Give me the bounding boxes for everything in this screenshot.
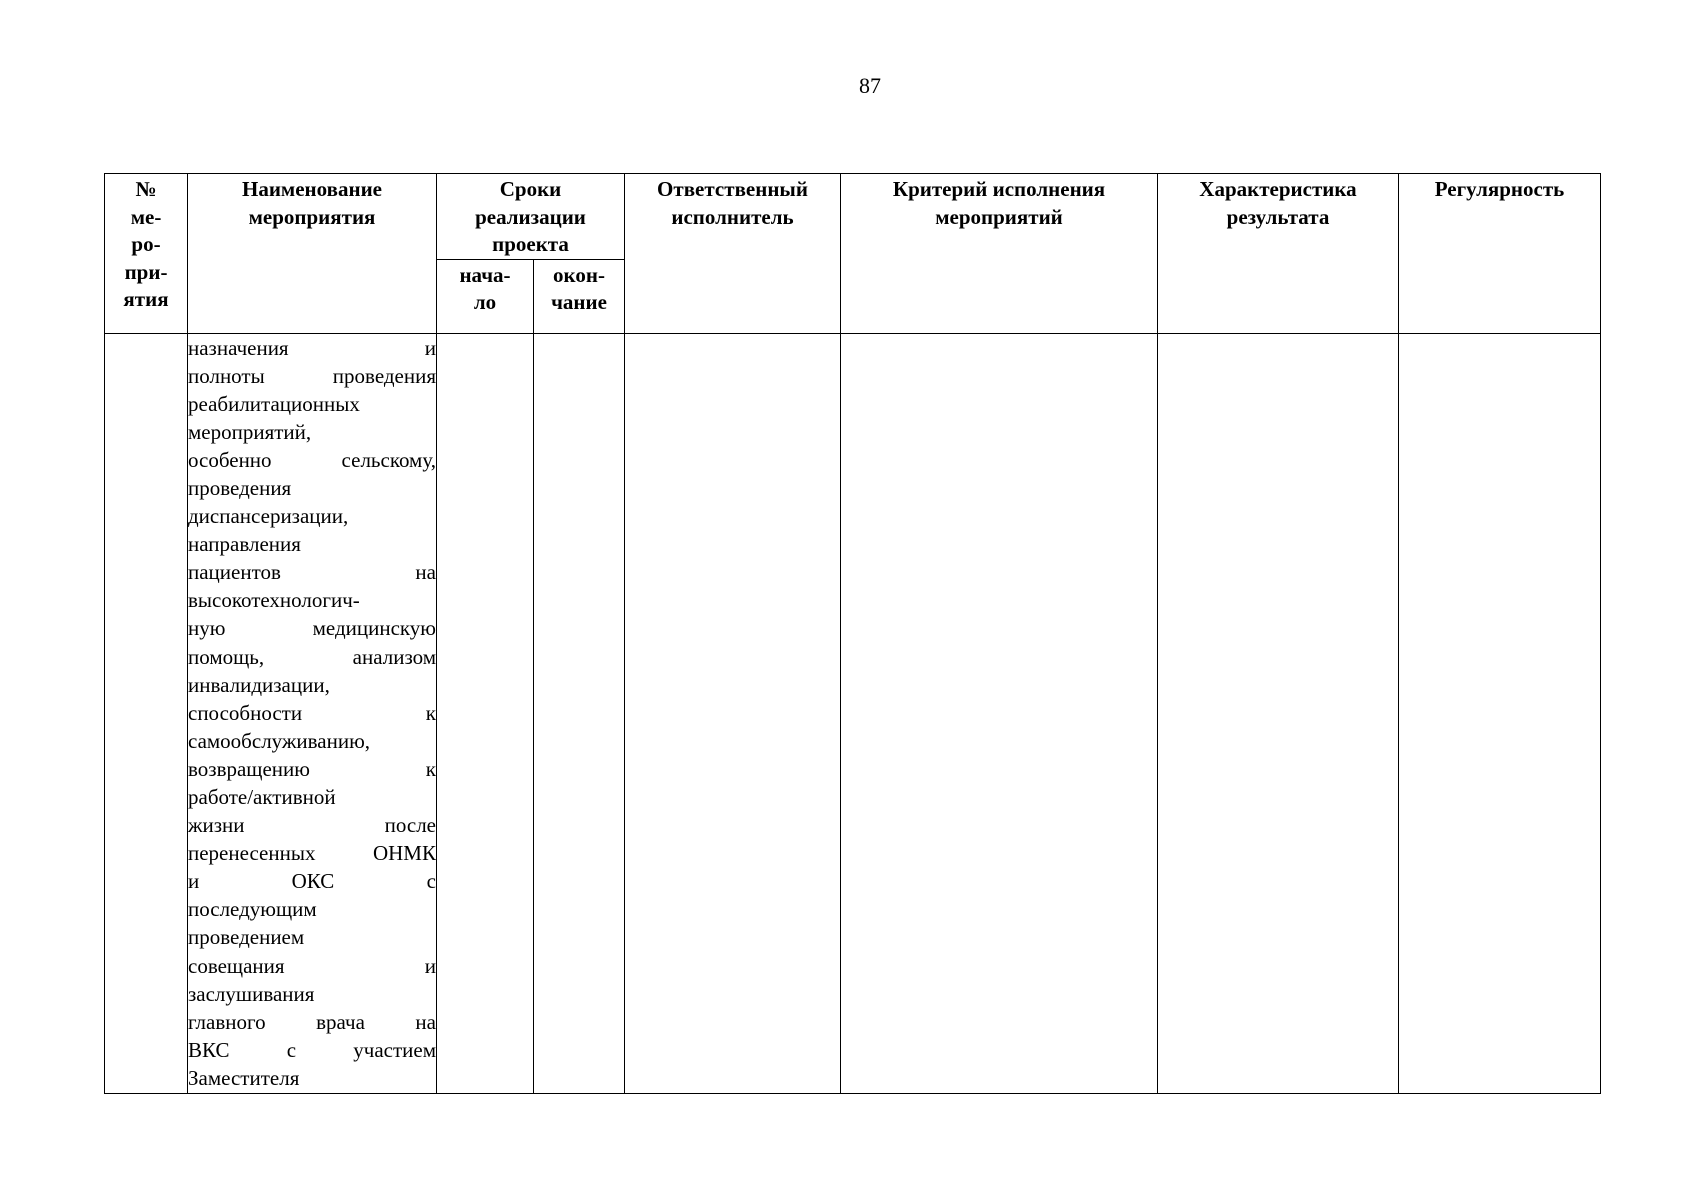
header-end (534, 259, 625, 333)
cell-end (534, 333, 625, 1093)
page-number: 87 (859, 73, 881, 98)
header-line: Наименование (242, 177, 382, 201)
header-line: ло (473, 290, 497, 314)
header-line: ро- (131, 232, 161, 256)
header-line: Регулярность (1434, 177, 1565, 201)
header-number (105, 174, 188, 334)
name-text-line: работе/активной (188, 785, 336, 809)
name-text-line: помощь, анализом (188, 644, 436, 669)
cell-responsible (625, 333, 841, 1093)
header-row (105, 174, 1601, 260)
cell-result (1158, 333, 1399, 1093)
name-text-line: заслушивания (188, 981, 315, 1006)
name-text-line: мероприятий, (188, 419, 312, 444)
header-start (437, 259, 534, 333)
name-text-line: высокотехнологич- (188, 588, 360, 613)
header-line: мероприятий (935, 204, 1063, 229)
header-line: нача- (459, 262, 511, 287)
name-text-line: последующим (188, 897, 317, 922)
cell-start (437, 333, 534, 1093)
header-line: реализации (475, 204, 586, 229)
name-text-line: жизни после (188, 813, 436, 838)
name-text-line: назначения и (188, 335, 436, 360)
name-text-line: главного врача на (188, 1009, 436, 1034)
cell-criterion (841, 333, 1158, 1093)
header-criterion (841, 174, 1158, 334)
header-line: ятия (123, 287, 169, 311)
name-text-line: диспансеризации, (188, 504, 349, 529)
header-line: при- (124, 259, 168, 284)
header-responsible (625, 174, 841, 334)
plan-table (104, 173, 1601, 1094)
header-line: окон- (553, 262, 605, 287)
cell-number (105, 333, 188, 1093)
header-result (1158, 174, 1399, 334)
header-line: № (135, 177, 157, 201)
header-line: Критерий исполнения (892, 177, 1106, 201)
name-text-line: самообслуживанию, (188, 728, 371, 753)
header-line: результата (1226, 204, 1330, 229)
cell-name (188, 333, 437, 1093)
header-line: исполнитель (671, 204, 794, 229)
name-text-line: и ОКС с (188, 869, 436, 894)
header-line: Ответственный (657, 177, 808, 201)
header-line: проекта (492, 232, 569, 256)
name-text-line: возвращению к (188, 756, 436, 781)
name-text-line: ВКС с участием (188, 1037, 436, 1062)
header-line: Характеристика (1199, 177, 1357, 201)
name-text-line: направления (188, 532, 301, 557)
header-line: Сроки (499, 177, 562, 201)
table-row (105, 333, 1601, 1093)
name-text-line: пациентов на (188, 560, 436, 585)
header-regularity (1399, 174, 1601, 334)
name-text-line: перенесенных ОНМК (188, 841, 436, 866)
header-terms (437, 174, 625, 260)
name-text-line: проведением (188, 925, 305, 950)
name-text-line: совещания и (188, 953, 436, 978)
name-text-line: способности к (188, 700, 436, 725)
name-text-line: ную медицинскую (188, 616, 436, 641)
header-line: ме- (130, 204, 162, 229)
name-text-line: реабилитационных (188, 391, 360, 416)
header-line: чание (551, 290, 607, 314)
name-text-line: инвалидизации, (188, 672, 330, 697)
header-name (188, 174, 437, 334)
name-text-line: особенно сельскому, (188, 447, 436, 472)
cell-regularity (1399, 333, 1601, 1093)
name-text-line: проведения (188, 475, 292, 500)
name-text-line: полноты проведения (188, 363, 436, 388)
header-line: мероприятия (248, 204, 376, 229)
name-text-line: Заместителя (188, 1065, 300, 1090)
